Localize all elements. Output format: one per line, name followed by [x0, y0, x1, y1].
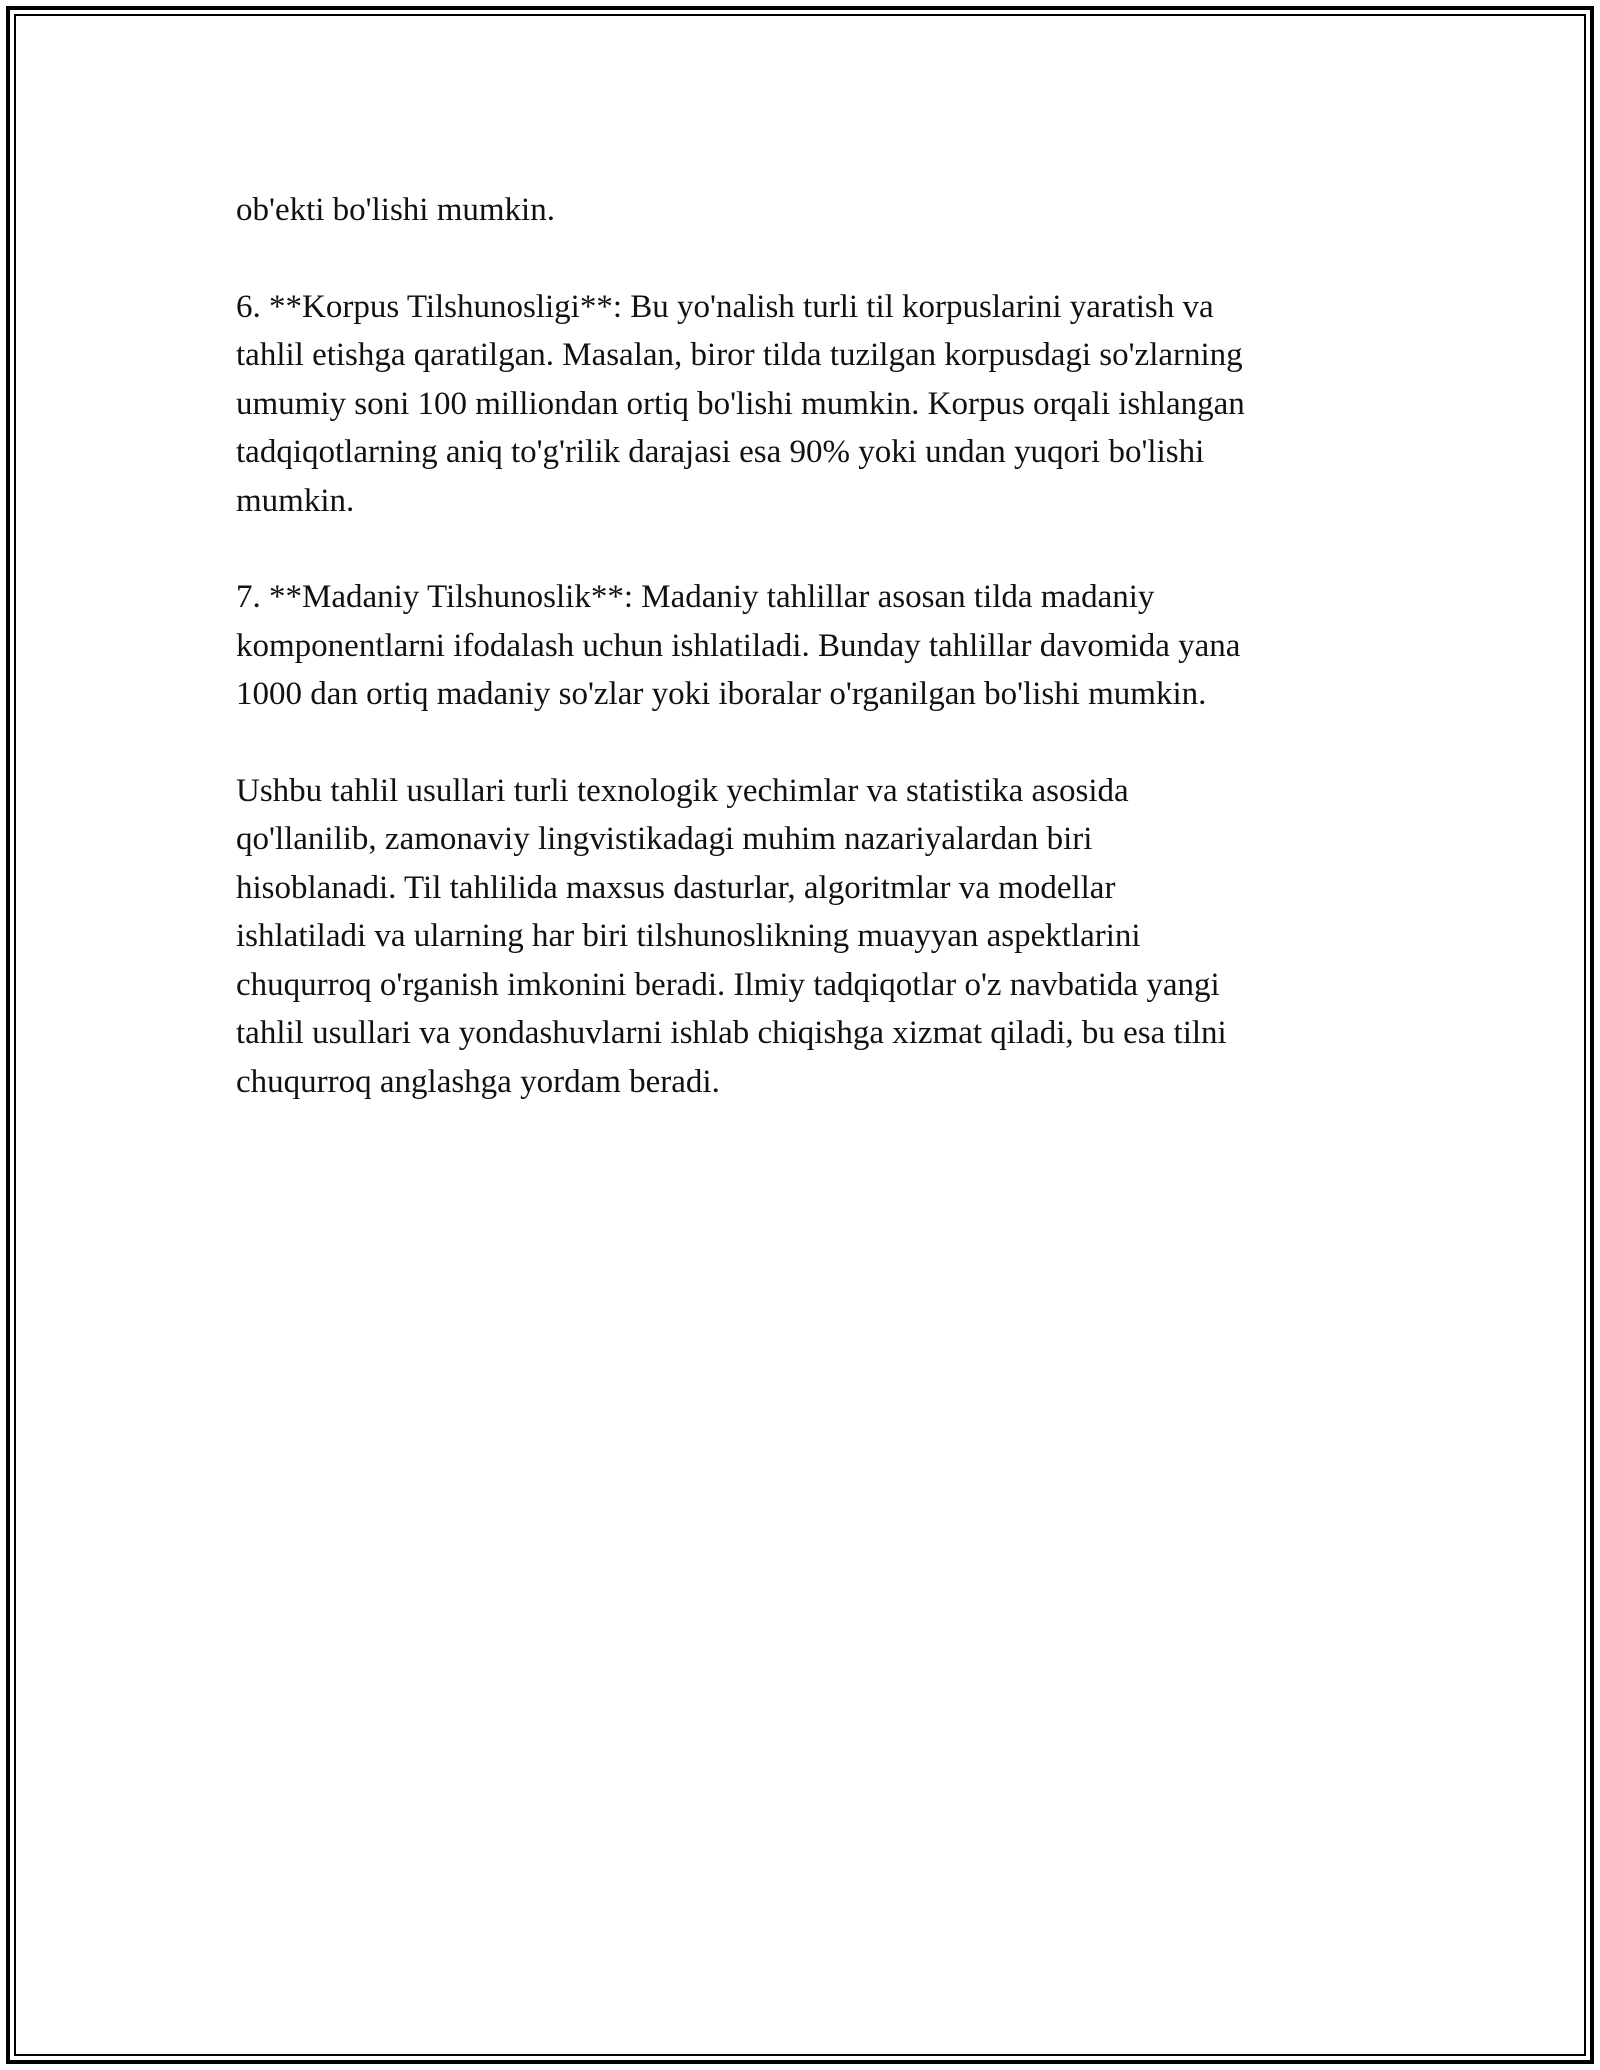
- paragraph-conclusion: Ushbu tahlil usullari turli texnologik yechimlar va statistika asosida qo'llanilib, zamonaviy lingvistikadagi muhim nazariyalardan biri hisoblanadi. Til tahlilida maxsus dasturlar, algoritmlar va modellar ishlatiladi va ularning har biri tilshunoslikning muayyan aspektlarini chuqurroq o'rganish imkonini beradi. Ilmiy tadqiqotlar o'z navbatida yangi tahlil usullari va yondashuvlarni ishlab chiqishga xizmat qiladi, bu esa tilni chuqurroq anglashga yordam beradi.: [236, 772, 1227, 1100]
- paragraph-korpus-tilshunosligi: 6. **Korpus Tilshunosligi**: Bu yo'nalish turli til korpuslarini yaratish va tahlil etishga qaratilgan. Masalan, biror tilda tuzilgan korpusdagi so'zlarning umumiy soni 100 milliondan ortiq bo'lishi mumkin. Korpus orqali ishlangan tadqiqotlarning aniq to'g'rilik darajasi esa 90% yoki undan yuqori bo'lishi mumkin.: [236, 288, 1245, 519]
- paragraph-continuation: ob'ekti bo'lishi mumkin.: [236, 192, 555, 228]
- paragraph-madaniy-tilshunoslik: 7. **Madaniy Tilshunoslik**: Madaniy tahlillar asosan tilda madaniy komponentlarni ifodalash uchun ishlatiladi. Bunday tahlillar davomida yana 1000 dan ortiq madaniy so'zlar yoki iboralar o'rganilgan bo'lishi mumkin.: [236, 579, 1241, 712]
- document-body: [236, 186, 1366, 1154]
